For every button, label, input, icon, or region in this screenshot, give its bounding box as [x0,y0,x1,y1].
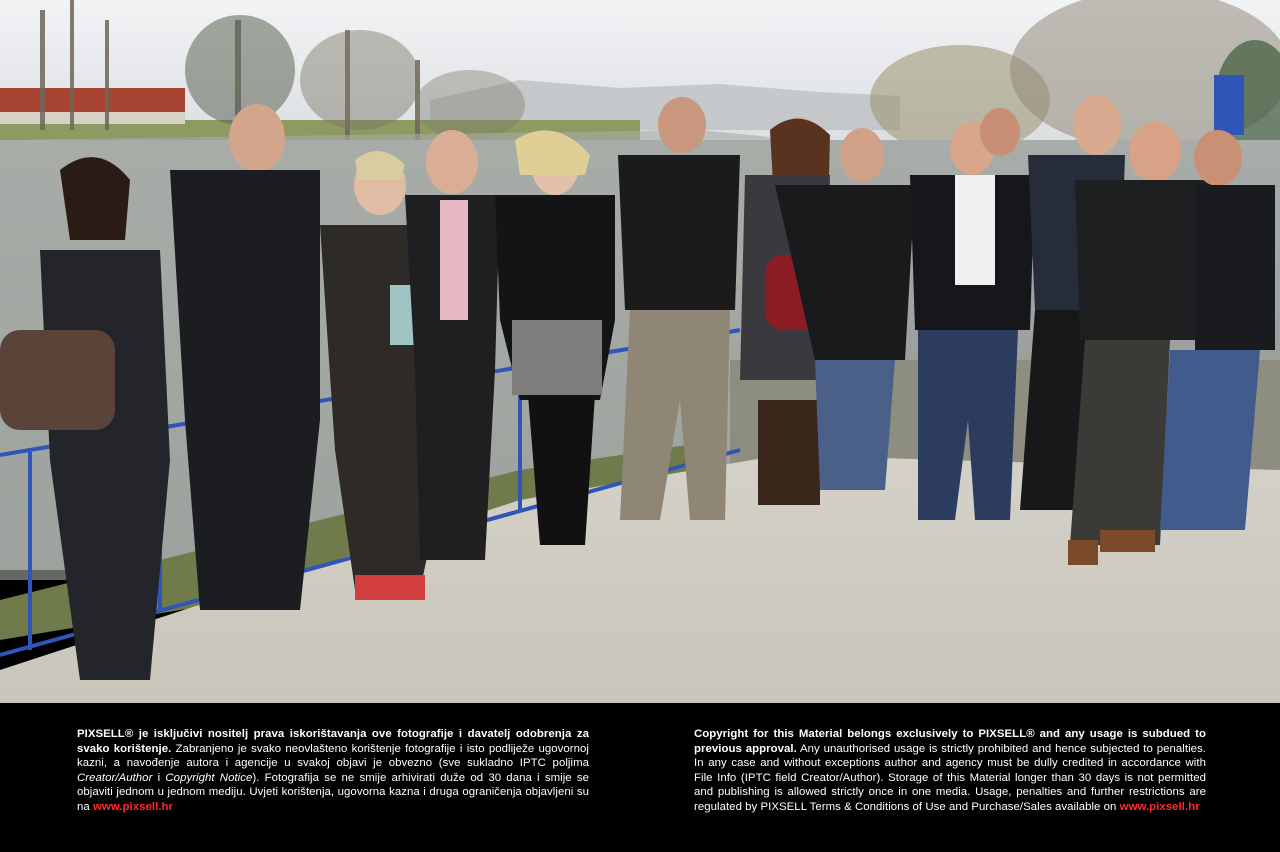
notice-en-body: Any unauthorised usage is strictly prohibited and hence subjected to penalties. In any case and without exceptions author and agency must be dully credited in accordance with File Info (IPTC field Creator/Author). Storage of this Material longer than 30 days is not permitted and publishing is allowed strictly once in one media. Usage, penalties and further restrictions are regulated by PIXSELL Terms & Conditions of Use and Purchase/Sales available on [694,742,1206,813]
copyright-notice-english [694,727,1206,815]
copyright-notice-croatian [77,727,589,815]
pixsell-link-hr[interactable]: www.pixsell.hr [93,800,174,813]
notice-hr-em-copyright: Copyright Notice [165,771,253,784]
notice-hr-tail: ). Fotografija se ne smije arhivirati duže od 30 dana i smije se objaviti jednom u jednom mediju. Uvjeti korištenja, ugovorna kazna i druga ograničenja objavljeni su na [77,771,589,813]
copyright-banner [0,703,1280,852]
red-roof-building [0,88,185,114]
notice-en-lead: Copyright for this Material belongs exclusively to PIXSELL® and any usage is subdued to previous approval. [694,728,1206,755]
sluice-gate-frame [1214,75,1244,135]
notice-hr-mid: i [152,771,166,784]
notice-hr-em-creator: Creator/Author [77,771,153,784]
notice-hr-body: Zabranjeno je svako neovlašteno korištenje fotografije i isto podliježe ugovornoj kazni, a navođenje autora i agencije u svakoj objavi je obvezno (sve sukladno IPTC poljima [77,742,589,770]
pixsell-link-en[interactable]: www.pixsell.hr [1119,800,1200,813]
notice-hr-lead: PIXSELL® je isključivi nositelj prava iskorištavanja ove fotografije i davatelj odobrenja za svako korištenje. [77,728,589,755]
